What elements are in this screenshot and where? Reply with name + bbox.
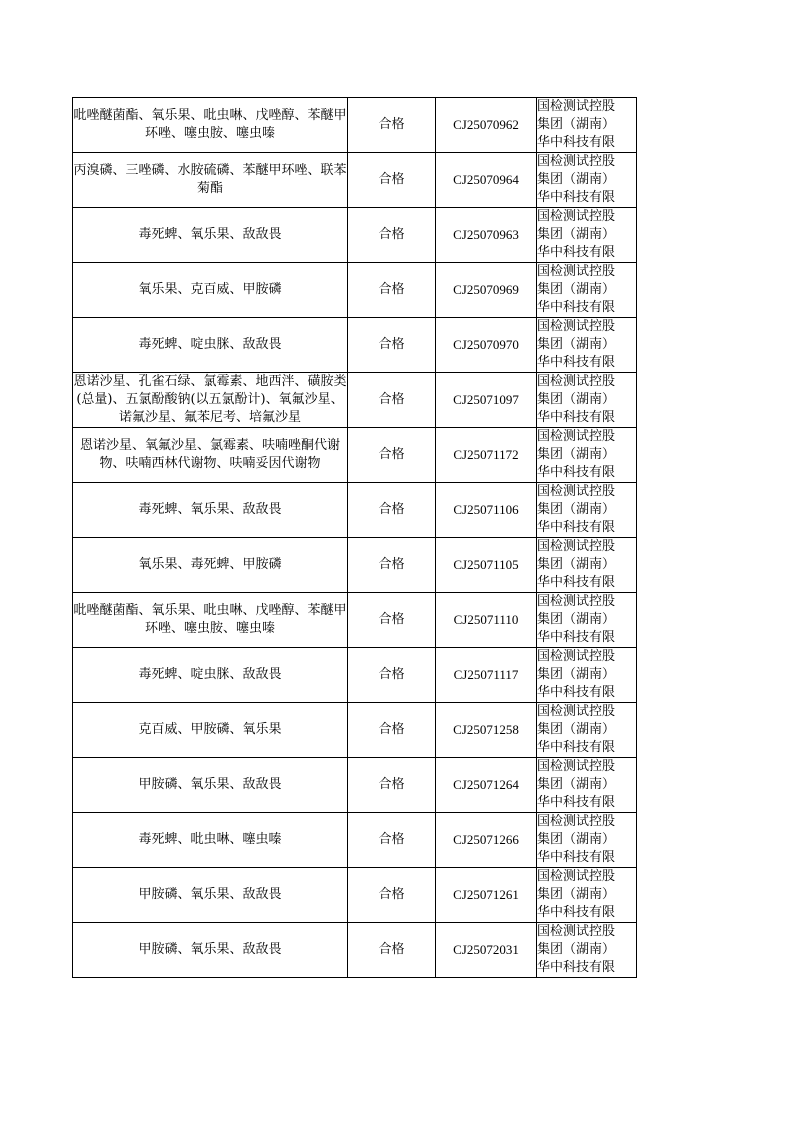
- report-number-cell: CJ25070962: [436, 98, 537, 153]
- test-items-cell: 甲胺磷、氧乐果、敌敌畏: [73, 758, 348, 813]
- result-cell: 合格: [348, 813, 436, 868]
- test-items-cell: 丙溴磷、三唑磷、水胺硫磷、苯醚甲环唑、联苯菊酯: [73, 153, 348, 208]
- results-table-body: [73, 98, 637, 978]
- result-cell: 合格: [348, 758, 436, 813]
- testing-lab-cell: 国检测试控股 集团（湖南） 华中科技有限: [537, 263, 637, 318]
- test-items-cell: 恩诺沙星、孔雀石绿、氯霉素、地西泮、磺胺类(总量)、五氯酚酸钠(以五氯酚计)、氧氟沙星、诺氟沙星、氟苯尼考、培氟沙星: [73, 373, 348, 428]
- table-row: [73, 593, 637, 648]
- test-items-cell: 甲胺磷、氧乐果、敌敌畏: [73, 868, 348, 923]
- testing-lab-cell: 国检测试控股 集团（湖南） 华中科技有限: [537, 373, 637, 428]
- table-row: [73, 758, 637, 813]
- testing-lab-cell: 国检测试控股 集团（湖南） 华中科技有限: [537, 923, 637, 978]
- result-cell: 合格: [348, 208, 436, 263]
- result-cell: 合格: [348, 428, 436, 483]
- table-row: [73, 648, 637, 703]
- table-row: [73, 373, 637, 428]
- report-number-cell: CJ25070963: [436, 208, 537, 263]
- testing-lab-cell: 国检测试控股 集团（湖南） 华中科技有限: [537, 648, 637, 703]
- table-row: [73, 208, 637, 263]
- test-items-cell: 毒死蜱、氧乐果、敌敌畏: [73, 208, 348, 263]
- table-row: [73, 703, 637, 758]
- result-cell: 合格: [348, 703, 436, 758]
- report-number-cell: CJ25072031: [436, 923, 537, 978]
- inspection-results-table: [72, 97, 637, 978]
- testing-lab-cell: 国检测试控股 集团（湖南） 华中科技有限: [537, 813, 637, 868]
- result-cell: 合格: [348, 263, 436, 318]
- result-cell: 合格: [348, 868, 436, 923]
- report-number-cell: CJ25071266: [436, 813, 537, 868]
- result-cell: 合格: [348, 923, 436, 978]
- result-cell: 合格: [348, 318, 436, 373]
- testing-lab-cell: 国检测试控股 集团（湖南） 华中科技有限: [537, 703, 637, 758]
- test-items-cell: 恩诺沙星、氧氟沙星、氯霉素、呋喃唑酮代谢物、呋喃西林代谢物、呋喃妥因代谢物: [73, 428, 348, 483]
- report-number-cell: CJ25070964: [436, 153, 537, 208]
- report-number-cell: CJ25071105: [436, 538, 537, 593]
- report-number-cell: CJ25070970: [436, 318, 537, 373]
- result-cell: 合格: [348, 373, 436, 428]
- report-number-cell: CJ25070969: [436, 263, 537, 318]
- report-number-cell: CJ25071097: [436, 373, 537, 428]
- testing-lab-cell: 国检测试控股 集团（湖南） 华中科技有限: [537, 538, 637, 593]
- test-items-cell: 氧乐果、克百威、甲胺磷: [73, 263, 348, 318]
- result-cell: 合格: [348, 593, 436, 648]
- table-row: [73, 153, 637, 208]
- testing-lab-cell: 国检测试控股 集团（湖南） 华中科技有限: [537, 153, 637, 208]
- table-row: [73, 813, 637, 868]
- test-items-cell: 甲胺磷、氧乐果、敌敌畏: [73, 923, 348, 978]
- table-row: [73, 98, 637, 153]
- testing-lab-cell: 国检测试控股 集团（湖南） 华中科技有限: [537, 758, 637, 813]
- test-items-cell: 吡唑醚菌酯、氧乐果、吡虫啉、戊唑醇、苯醚甲环唑、噻虫胺、噻虫嗪: [73, 593, 348, 648]
- test-items-cell: 吡唑醚菌酯、氧乐果、吡虫啉、戊唑醇、苯醚甲环唑、噻虫胺、噻虫嗪: [73, 98, 348, 153]
- test-items-cell: 氧乐果、毒死蜱、甲胺磷: [73, 538, 348, 593]
- test-items-cell: 毒死蜱、吡虫啉、噻虫嗪: [73, 813, 348, 868]
- test-items-cell: 毒死蜱、啶虫脒、敌敌畏: [73, 648, 348, 703]
- table-row: [73, 318, 637, 373]
- testing-lab-cell: 国检测试控股 集团（湖南） 华中科技有限: [537, 593, 637, 648]
- report-number-cell: CJ25071264: [436, 758, 537, 813]
- table-row: [73, 483, 637, 538]
- testing-lab-cell: 国检测试控股 集团（湖南） 华中科技有限: [537, 868, 637, 923]
- testing-lab-cell: 国检测试控股 集团（湖南） 华中科技有限: [537, 318, 637, 373]
- testing-lab-cell: 国检测试控股 集团（湖南） 华中科技有限: [537, 98, 637, 153]
- testing-lab-cell: 国检测试控股 集团（湖南） 华中科技有限: [537, 483, 637, 538]
- testing-lab-cell: 国检测试控股 集团（湖南） 华中科技有限: [537, 208, 637, 263]
- table-row: [73, 538, 637, 593]
- test-items-cell: 克百威、甲胺磷、氧乐果: [73, 703, 348, 758]
- table-row: [73, 428, 637, 483]
- report-number-cell: CJ25071110: [436, 593, 537, 648]
- report-number-cell: CJ25071261: [436, 868, 537, 923]
- test-items-cell: 毒死蜱、啶虫脒、敌敌畏: [73, 318, 348, 373]
- testing-lab-cell: 国检测试控股 集团（湖南） 华中科技有限: [537, 428, 637, 483]
- table-row: [73, 868, 637, 923]
- result-cell: 合格: [348, 153, 436, 208]
- report-number-cell: CJ25071258: [436, 703, 537, 758]
- result-cell: 合格: [348, 648, 436, 703]
- table-row: [73, 923, 637, 978]
- table-row: [73, 263, 637, 318]
- result-cell: 合格: [348, 483, 436, 538]
- result-cell: 合格: [348, 538, 436, 593]
- report-number-cell: CJ25071106: [436, 483, 537, 538]
- report-number-cell: CJ25071117: [436, 648, 537, 703]
- result-cell: 合格: [348, 98, 436, 153]
- report-number-cell: CJ25071172: [436, 428, 537, 483]
- test-items-cell: 毒死蜱、氧乐果、敌敌畏: [73, 483, 348, 538]
